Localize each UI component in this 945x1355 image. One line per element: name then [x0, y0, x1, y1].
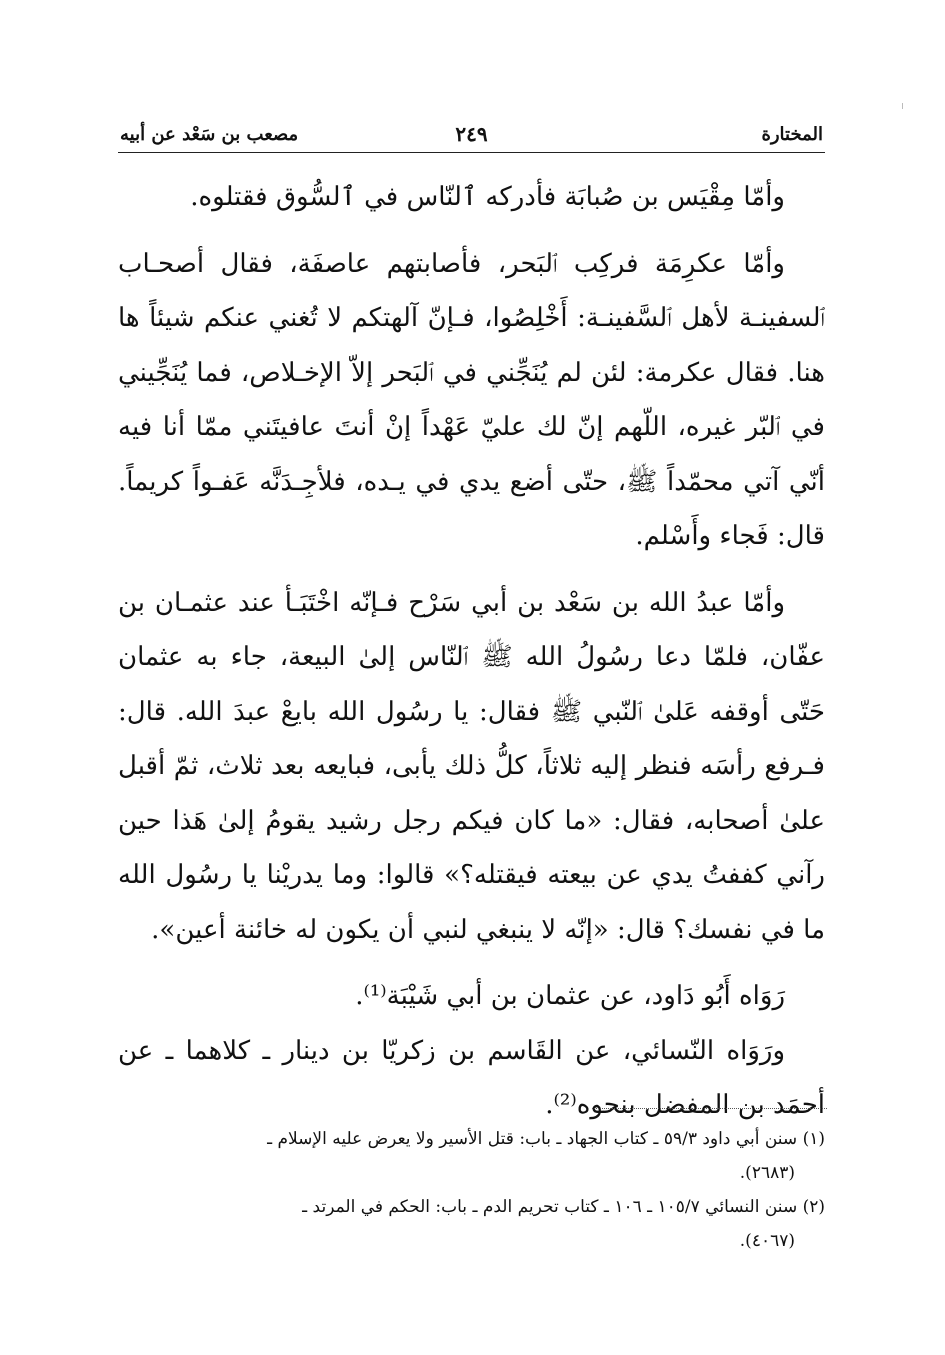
paragraph-ikrima: وأمّا عكرِمَة فركِب ٱلبَحر، فأصابتهم عاصفَة، فقال أصحـاب ٱلسفينـة لأهل ٱلسَّفينـة: أَخْلِصُوا، فـإنّ آلهتكم لا تُغني عنكم شيئاً ها هنا. فقال عكرمة: لئن لم يُنَجِّني في ٱلبَحر إلاّ الإخـلاص، فما يُنَجِّيني في ٱلبّر غيره، اللّهم إنّ لك عليّ عَهْداً إنْ أنتَ عافيتَني ممّا أنا فيه أنّي آتي محمّداً ﷺ، حتّى أضع يدي في يـده، فلأجِـدَنَّه عَفـواً كريماً. قال: فَجاء وأَسْلم. [118, 248, 825, 551]
footnote-2-continuation: (٤٠٦٧). [739, 1231, 795, 1251]
footnote-separator [592, 1108, 827, 1109]
main-text [118, 170, 825, 1133]
footnote-2: (٢) سنن النسائي ١٠٥/٧ ـ ١٠٦ ـ كتاب تحريم الدم ـ باب: الحكم في المرتد ـ [302, 1197, 825, 1217]
margin-mark [902, 103, 903, 109]
running-header [120, 118, 823, 150]
footnotes [118, 1122, 825, 1258]
paragraph-abdullah: وأمّا عبدُ الله بن سَعْد بن أبي سَرْح فـإنّه اخْتَبَـأ عند عثمـان بن عفّان، فلمّا دعا رسُولُ الله ﷺ ٱلنّاس إلىٰ البيعة، جاء به عثمان حَتّى أوقفه عَلىٰ ٱلنّبي ﷺ فقال: يا رسُول الله بايعْ عبدَ الله. قال: فـرفع رأسَه فنظر إليه ثلاثاً، كلُّ ذلك يأبى، فبايعه بعد ثلاث، ثمّ أقبل علىٰ أصحابه، فقال: «ما كان فيكم رجل رشيد يقومُ إلىٰ هَذا حين رآني كففتُ يدي عن بيعته فيقتله؟» قالوا: وما يدريْنا يا رسُول الله ما في نفسك؟ قال: «إنّه لا ينبغي لنبي أن يكون له خائنة أعين». [118, 587, 825, 945]
page-number: ٢٤٩ [455, 122, 488, 146]
paragraph-narration-nasai: ورَوَاه النّسائي، عن القَاسم بن زكريّا بن دينار ـ كلاهما ـ عن أحمَد بن المفضل بنحوه⁽²⁾. [118, 1035, 825, 1120]
paragraph-miqyas: وأمّا مِقْيَس بن صُبابَة فأدركه ٱلنّاس في ٱلسُّوق فقتلوه. [190, 182, 785, 212]
header-rule [118, 152, 825, 153]
footnote-1: (١) سنن أبي داود ٥٩/٣ ـ كتاب الجهاد ـ باب: قتل الأسير ولا يعرض عليه الإسلام ـ [267, 1129, 825, 1149]
header-book-title: المختارة [761, 123, 823, 145]
header-chapter-title: مصعب بن سَعْد عن أبيه [120, 123, 299, 145]
paragraph-narration-abudawud: رَوَاه أَبُو دَاود، عن عثمان بن أبي شَيْبَة⁽¹⁾. [355, 981, 785, 1011]
footnote-1-continuation: (٢٦٨٣). [739, 1163, 795, 1183]
